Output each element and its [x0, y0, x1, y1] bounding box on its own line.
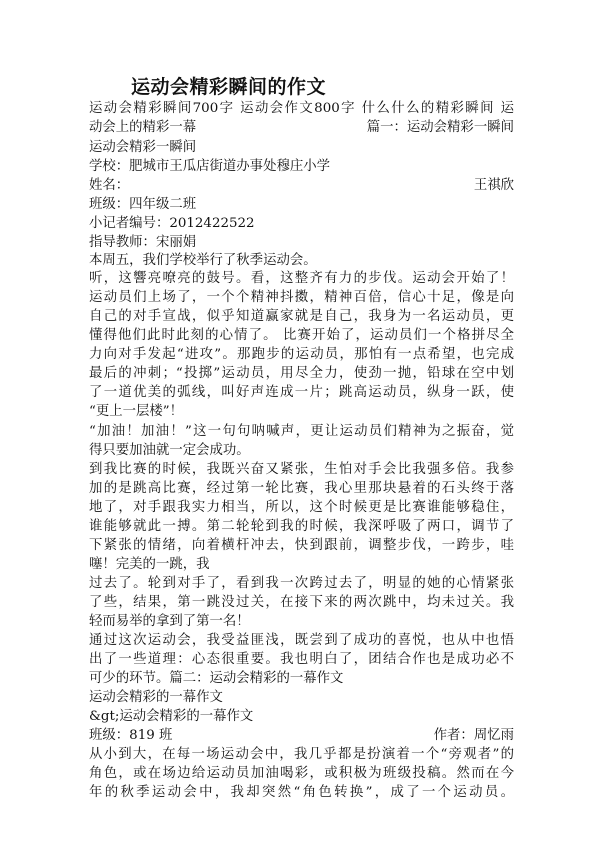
author-name: 王祺欣 — [473, 178, 514, 193]
class-label: 班级：819 班 — [89, 728, 173, 743]
text-line: 可少的环节。篇二：运动会精彩的一幕作文 — [89, 671, 344, 686]
text-line: “更上一层楼”！ — [89, 404, 184, 419]
text-line — [89, 118, 514, 138]
document-title: 运动会精彩瞬间的作文 — [131, 76, 327, 98]
text-line — [89, 726, 514, 746]
text-line — [89, 176, 514, 196]
text-line: 从小到大，在每一场运动会中，我几乎都是扮演着一个“旁观者”的 — [89, 747, 514, 762]
text-line: 小记者编号：2012422522 — [89, 216, 255, 231]
text-line: 运动会精彩瞬间700字 运动会作文800字 什么什么的精彩瞬间 运 — [89, 101, 514, 116]
text-line: 最后的冲刺；“投掷”运动员，用尽全力，使劲一抛，铅球在空中划 — [89, 366, 514, 381]
text-line: 了一道优美的弧线，叫好声连成一片；跳高运动员，纵身一跃，使 — [89, 385, 514, 400]
text-line: 本周五，我们学校举行了秋季运动会。 — [89, 253, 317, 268]
text-line: 自己的对手宣战，似乎知道赢家就是自己，我身为一名运动员，更 — [89, 309, 514, 324]
text-line: 角色，或在场边给运动员加油喝彩，或积极为班级投稿。然而在今 — [89, 766, 514, 781]
text-line: 噻！完美的一跳，我 — [89, 557, 210, 572]
text-line: 过去了。轮到对手了，看到我一次跨过去了，明显的她的心情紧张 — [89, 576, 514, 591]
text-line: 出了一些道理：心态很重要。我也明白了，团结合作也是成功必不 — [89, 652, 514, 667]
text-line: 年的秋季运动会中，我却突然“角色转换”，成了一个运动员。 — [89, 785, 514, 800]
text-line: 指导教师：宋丽娟 — [89, 235, 197, 250]
text-line: 通过这次运动会，我受益匪浅，既尝到了成功的喜悦，也从中也悟 — [89, 633, 514, 648]
text-line: 加的是跳高比赛，经过第一轮比赛，我心里那块悬着的石头终于落 — [89, 481, 514, 496]
text-segment: 动会上的精彩一幕 — [89, 120, 197, 135]
text-line: 听，这響亮嘹亮的鼓号。看，这整齐有力的步伐。运动会开始了！ — [89, 271, 514, 286]
text-line: 运动员们上场了，一个个精神抖擞，精神百倍，信心十足，像是向 — [89, 290, 514, 305]
text-line: 班级：四年级二班 — [89, 197, 197, 212]
text-line: 懂得他们此时此刻的心情了。 比赛开始了，运动员们一个格拼尽全 — [89, 328, 514, 343]
text-line: 运动会精彩一瞬间 — [89, 140, 197, 155]
text-line: 轻而易举的拿到了第一名！ — [89, 614, 250, 629]
author-label: 作者：周忆雨 — [433, 728, 514, 743]
text-line: &gt;运动会精彩的一幕作文 — [89, 709, 254, 724]
name-label: 姓名： — [89, 178, 130, 193]
text-line: “加油！加油！”这一句句呐喊声，更让运动员们精神为之振奋，觉 — [89, 424, 514, 439]
text-line: 下紧张的情绪，向着横杆冲去，快到跟前，调整步伐，一跨步，哇 — [89, 538, 514, 553]
text-line: 力向对手发起“进攻”。那跑步的运动员，那怕有一点希望，也完成 — [89, 347, 514, 362]
text-line: 地了，对手跟我实力相当，所以，这个时候更是比赛谁能够稳住， — [89, 500, 514, 515]
section-heading: 篇一：运动会精彩一瞬间 — [366, 120, 514, 135]
text-line: 学校：肥城市王瓜店街道办事处穆庄小学 — [89, 159, 331, 174]
text-line: 得只要加油就一定会成功。 — [89, 443, 250, 458]
text-line: 了些，结果，第一跳没过关，在接下来的两次跳中，均未过关。我 — [89, 595, 514, 610]
text-line: 运动会精彩的一幕作文 — [89, 690, 223, 705]
text-line: 谁能够就此一搏。第二轮轮到我的时候，我深呼吸了两口，调节了 — [89, 519, 514, 534]
text-line: 到我比赛的时候，我既兴奋又紧张，生怕对手会比我强多倍。我参 — [89, 462, 514, 477]
